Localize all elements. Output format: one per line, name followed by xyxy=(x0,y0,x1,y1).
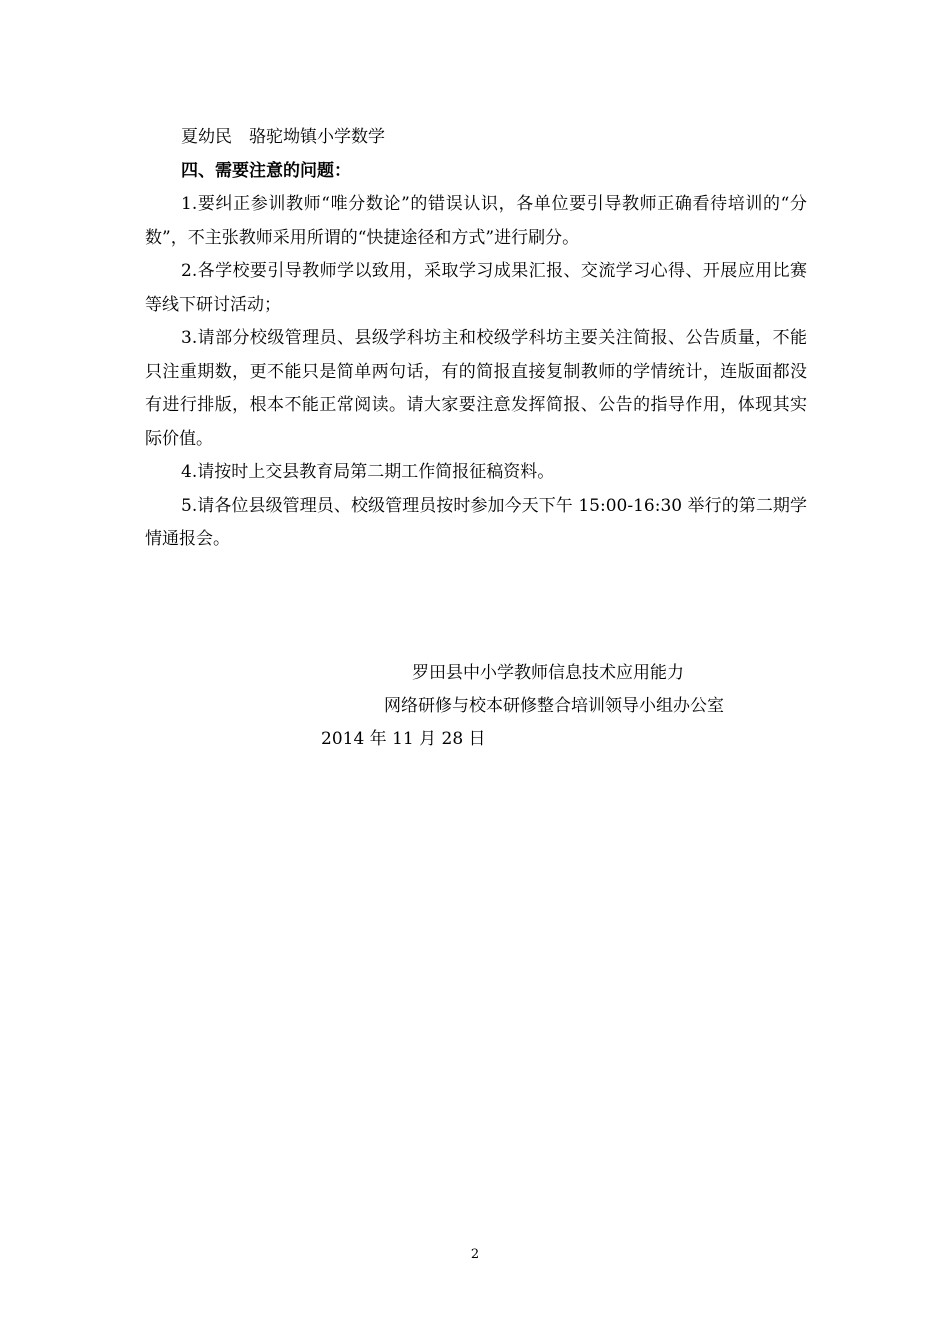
section-heading: 四、需要注意的问题： xyxy=(181,160,351,181)
list-item-4: 4.请按时上交县教育局第二期工作简报征稿资料。 xyxy=(181,462,555,482)
author-line: 夏幼民 骆驼坳镇小学数学 xyxy=(181,127,385,147)
signature-date: 2014 年 11 月 28 日 xyxy=(321,729,486,749)
signature-org-line2: 网络研修与校本研修整合培训领导小组办公室 xyxy=(384,696,724,716)
list-item-1: 1.要纠正参训教师“唯分数论”的错误认识，各单位要引导教师正确看待培训的“分数”，不主张教师采用所谓的“快捷途径和方式”进行刷分。 xyxy=(145,194,807,248)
signature-org-line1: 罗田县中小学教师信息技术应用能力 xyxy=(412,663,684,683)
page-number: 2 xyxy=(470,1247,480,1262)
list-item-5: 5.请各位县级管理员、校级管理员按时参加今天下午 15:00-16:30 举行的第二期学情通报会。 xyxy=(145,495,807,549)
list-item-2: 2.各学校要引导教师学以致用，采取学习成果汇报、交流学习心得、开展应用比赛等线下研讨活动； xyxy=(145,261,807,315)
document-body xyxy=(145,121,807,557)
list-item-3: 3.请部分校级管理员、县级学科坊主和校级学科坊主要关注简报、公告质量，不能只注重期数，更不能只是简单两句话，有的简报直接复制教师的学情统计，连版面都没有进行排版，根本不能正常阅读。请大家要注意发挥简报、公告的指导作用，体现其实际价值。 xyxy=(145,328,807,449)
